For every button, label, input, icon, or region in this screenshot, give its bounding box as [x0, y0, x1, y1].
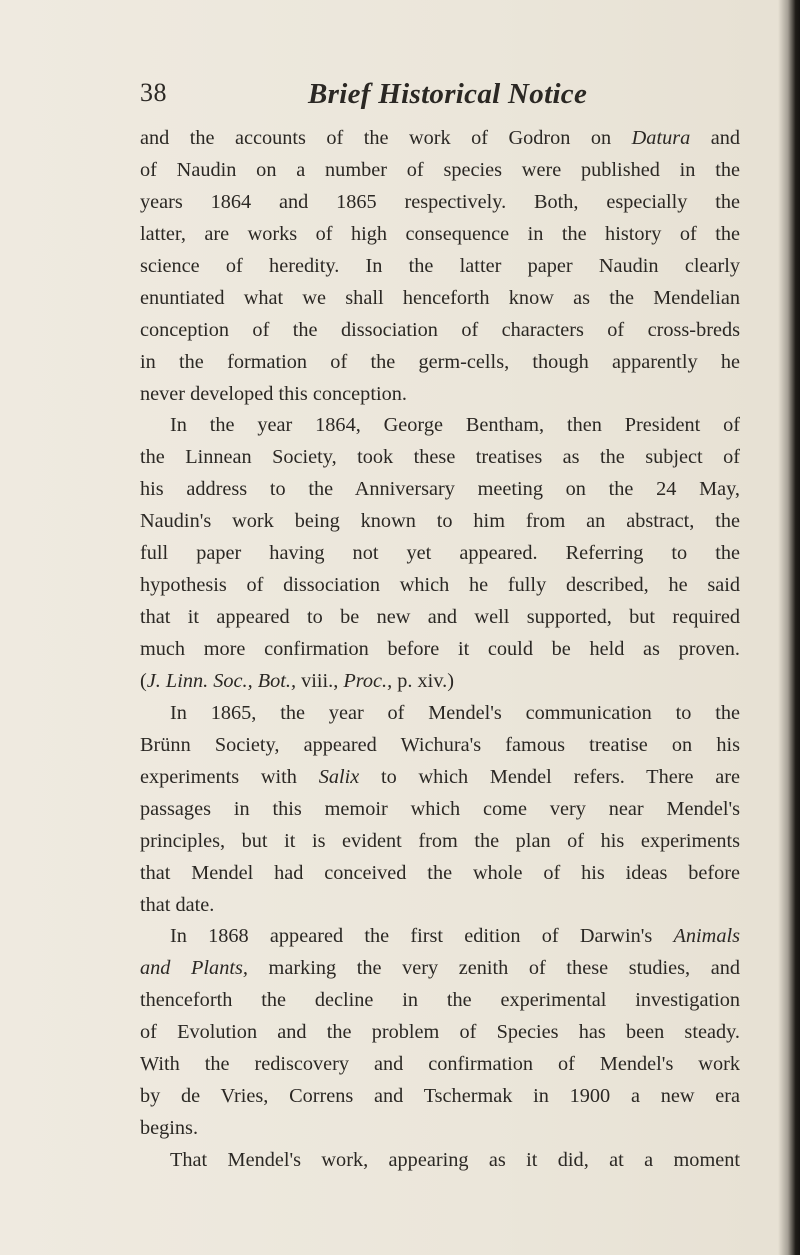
text-line: in the formation of the germ-cells, though apparently he — [140, 350, 740, 373]
text-line: and Plants, marking the very zenith of these studies, and — [140, 957, 740, 980]
text-line: thenceforth the decline in the experimental investigation — [140, 989, 740, 1012]
text-line: In 1865, the year of Mendel's communication to the — [170, 701, 740, 724]
text-line: latter, are works of high consequence in the history of the — [140, 222, 740, 245]
text-line: his address to the Anniversary meeting on the 24 May, — [140, 478, 740, 501]
text-line: In the year 1864, George Bentham, then President of — [170, 414, 740, 437]
text-line: that Mendel had conceived the whole of his ideas before — [140, 861, 740, 884]
text-line: principles, but it is evident from the plan of his experiments — [140, 829, 740, 852]
page-header — [140, 78, 740, 118]
text-line: that date. — [140, 893, 215, 916]
text-line: hypothesis of dissociation which he fully described, he said — [140, 574, 740, 597]
text-line: conception of the dissociation of characters of cross-breds — [140, 318, 740, 341]
text-line: by de Vries, Correns and Tschermak in 1900 a new era — [140, 1085, 740, 1108]
text-line: that it appeared to be new and well supported, but required — [140, 606, 740, 629]
text-line: of Evolution and the problem of Species has been steady. — [140, 1021, 740, 1044]
page-number: 38 — [140, 78, 167, 107]
text-line: and the accounts of the work of Godron on Datura and — [140, 127, 740, 149]
text-line: much more confirmation before it could be held as proven. — [140, 638, 740, 660]
text-line: In 1868 appeared the first edition of Darwin's Animals — [170, 925, 740, 948]
text-line: of Naudin on a number of species were published in the — [140, 158, 740, 181]
running-head: Brief Historical Notice — [308, 78, 588, 110]
text-line: That Mendel's work, appearing as it did, at a moment — [170, 1149, 740, 1171]
citation-line: (J. Linn. Soc., Bot., viii., Proc., p. xiv.) — [140, 669, 454, 692]
text-line: full paper having not yet appeared. Referring to the — [140, 542, 740, 565]
text-line: Brünn Society, appeared Wichura's famous treatise on his — [140, 733, 740, 756]
text-line: science of heredity. In the latter paper Naudin clearly — [140, 254, 740, 277]
text-line: enuntiated what we shall henceforth know as the Mendelian — [140, 286, 740, 309]
text-line: the Linnean Society, took these treatises as the subject of — [140, 446, 740, 469]
body-text — [140, 123, 740, 1177]
text-line: passages in this memoir which come very near Mendel's — [140, 797, 740, 820]
page-edge-shadow — [778, 0, 800, 1255]
text-line: experiments with Salix to which Mendel refers. There are — [140, 765, 740, 788]
text-line: Naudin's work being known to him from an abstract, the — [140, 510, 740, 533]
text-line: years 1864 and 1865 respectively. Both, especially the — [140, 190, 740, 213]
text-line: With the rediscovery and confirmation of Mendel's work — [140, 1053, 740, 1076]
text-line: begins. — [140, 1117, 199, 1140]
text-line: never developed this conception. — [140, 382, 407, 405]
